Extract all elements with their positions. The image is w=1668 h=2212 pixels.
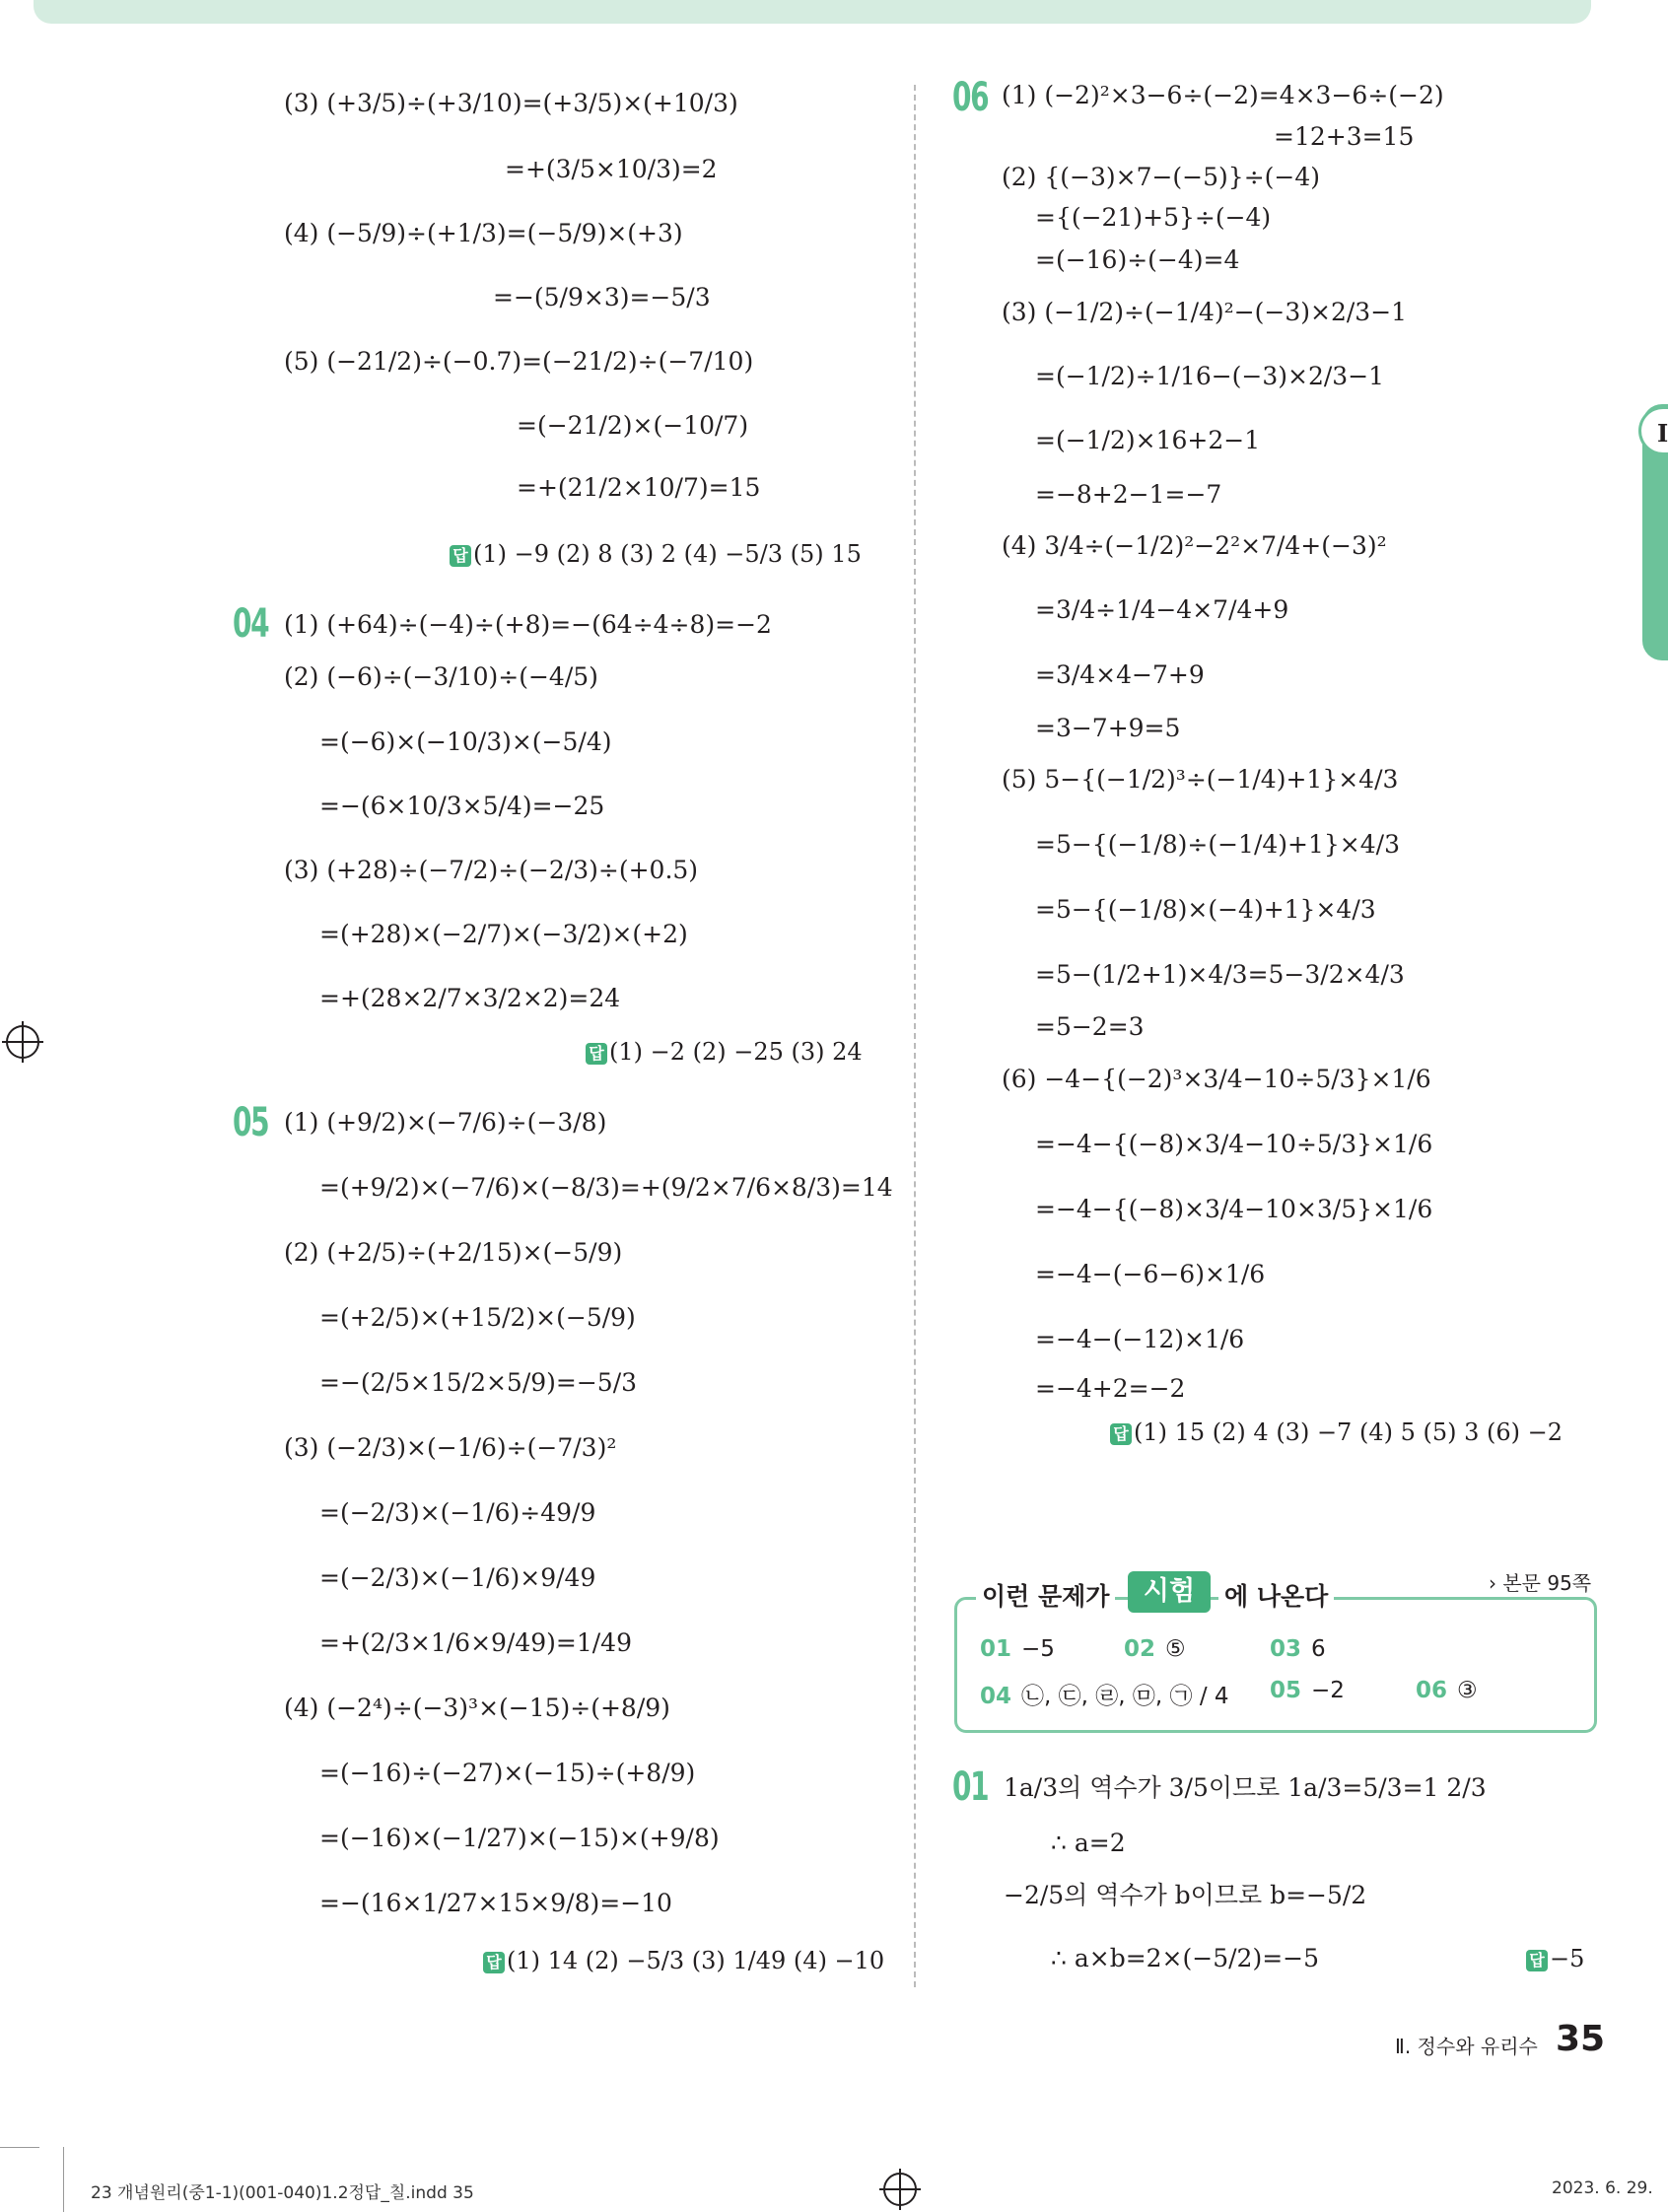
page-number: 35 xyxy=(1556,2019,1606,2059)
p05-line: =(+9/2)×(−7/6)×(−8/3)=+(9/2×7/6×8/3)=14 xyxy=(319,1173,893,1202)
p04-line: (2) (−6)÷(−3/10)÷(−4/5) xyxy=(284,662,598,691)
p05-line: =−(16×1/27×15×9/8)=−10 xyxy=(319,1889,672,1917)
p03-line: =+(21/2×10/7)=15 xyxy=(517,473,761,502)
exam-item: 06 ③ xyxy=(1416,1678,1478,1703)
p06-line: =−8+2−1=−7 xyxy=(1035,480,1222,509)
p03-line: =+(3/5×10/3)=2 xyxy=(505,155,718,183)
q01-line: −2/5의 역수가 b이므로 b=−5/2 xyxy=(1004,1881,1367,1909)
q01-line: ∴ a×b=2×(−5/2)=−5 xyxy=(1051,1944,1319,1972)
p06-line: =−4−{(−8)×3/4−10×3/5}×1/6 xyxy=(1035,1195,1433,1223)
p03-line: =−(5/9×3)=−5/3 xyxy=(493,283,711,311)
answer-badge-icon: 답 xyxy=(483,1952,505,1973)
p06-line: =−4−(−12)×1/6 xyxy=(1035,1325,1245,1353)
p05-line: =(−2/3)×(−1/6)×9/49 xyxy=(319,1563,596,1592)
exam-item: 01 −5 xyxy=(980,1636,1055,1662)
problem-number: 04 xyxy=(233,601,269,647)
p06-line: =5−(1/2+1)×4/3=5−3/2×4/3 xyxy=(1035,960,1405,989)
p05-line: (4) (−2⁴)÷(−3)³×(−15)÷(+8/9) xyxy=(284,1694,670,1722)
p06-line: (5) 5−{(−1/2)³÷(−1/4)+1}×4/3 xyxy=(1002,765,1399,794)
p03-line: (5) (−21/2)÷(−0.7)=(−21/2)÷(−7/10) xyxy=(284,347,754,376)
exam-title-right: 에 나온다 xyxy=(1218,1577,1334,1613)
exam-page-reference: › 본문 95쪽 xyxy=(1489,1571,1592,1595)
p04-line: =+(28×2/7×3/2×2)=24 xyxy=(319,984,621,1012)
p06-line: =12+3=15 xyxy=(1274,122,1415,151)
exam-preview-box xyxy=(954,1597,1597,1733)
p06-line: (6) −4−{(−2)³×3/4−10÷5/3}×1/6 xyxy=(1002,1065,1431,1093)
p06-line: =(−1/2)÷1/16−(−3)×2/3−1 xyxy=(1035,362,1385,390)
p05-line: (3) (−2/3)×(−1/6)÷(−7/3)² xyxy=(284,1433,617,1462)
p06-line: (1) (−2)²×3−6÷(−2)=4×3−6÷(−2) xyxy=(1002,81,1444,109)
chapter-side-tab-label: I xyxy=(1638,406,1668,455)
print-date: 2023. 6. 29. xyxy=(1552,2178,1653,2198)
exam-title-highlight: 시험 xyxy=(1128,1571,1211,1613)
exam-item: 02 ⑤ xyxy=(1124,1636,1186,1662)
q01-line: ∴ a=2 xyxy=(1051,1829,1126,1857)
p05-line: =(+2/5)×(+15/2)×(−5/9) xyxy=(319,1303,636,1332)
p03-line: (4) (−5/9)÷(+1/3)=(−5/9)×(+3) xyxy=(284,219,683,247)
column-divider xyxy=(914,85,916,1987)
p06-line: =3−7+9=5 xyxy=(1035,714,1181,742)
p04-line: =−(6×10/3×5/4)=−25 xyxy=(319,792,605,820)
p05-line: =(−16)÷(−27)×(−15)÷(+8/9) xyxy=(319,1759,696,1787)
p05-line: =+(2/3×1/6×9/49)=1/49 xyxy=(319,1628,632,1657)
p06-line: ={(−21)+5}÷(−4) xyxy=(1035,203,1272,232)
answer-badge-icon: 답 xyxy=(450,545,471,567)
p03-line: =(−21/2)×(−10/7) xyxy=(517,411,749,440)
p06-line: =3/4×4−7+9 xyxy=(1035,660,1205,689)
exam-title-left: 이런 문제가 xyxy=(976,1577,1115,1613)
answer-badge-icon: 답 xyxy=(1526,1950,1548,1971)
exam-item: 03 6 xyxy=(1270,1636,1326,1662)
p06-line: =5−2=3 xyxy=(1035,1012,1145,1041)
p06-line: =−4+2=−2 xyxy=(1035,1374,1186,1403)
problem-number: 06 xyxy=(952,75,989,120)
p06-line: =(−1/2)×16+2−1 xyxy=(1035,426,1261,454)
p04-line: (1) (+64)÷(−4)÷(+8)=−(64÷4÷8)=−2 xyxy=(284,610,772,639)
registration-mark-icon xyxy=(6,1025,39,1059)
answer-badge-icon: 답 xyxy=(1110,1423,1132,1445)
answer-badge-icon: 답 xyxy=(586,1043,607,1065)
crop-line xyxy=(63,2147,64,2212)
print-file-info: 23 개념원리(중1-1)(001-040)1.2정답_칠.indd 35 xyxy=(91,2183,474,2203)
registration-mark-icon xyxy=(883,2173,917,2206)
p06-line: =5−{(−1/8)÷(−1/4)+1}×4/3 xyxy=(1035,830,1400,859)
problem-number: 01 xyxy=(952,1764,989,1810)
p04-line: (3) (+28)÷(−7/2)÷(−2/3)÷(+0.5) xyxy=(284,856,699,884)
p05-line: =−(2/5×15/2×5/9)=−5/3 xyxy=(319,1368,638,1397)
q01-answer: 답 −5 xyxy=(1526,1942,1584,1975)
p04-answer: 답 (1) −2 (2) −25 (3) 24 xyxy=(586,1035,863,1069)
exam-item: 05 −2 xyxy=(1270,1678,1345,1703)
p06-line: =3/4÷1/4−4×7/4+9 xyxy=(1035,595,1289,624)
top-color-band xyxy=(34,0,1591,24)
p04-line: =(−6)×(−10/3)×(−5/4) xyxy=(319,727,612,756)
q01-line: 1a/3의 역수가 3/5이므로 1a/3=5/3=1 2/3 xyxy=(1004,1773,1487,1802)
chapter-footer: Ⅱ. 정수와 유리수 xyxy=(1395,2035,1538,2058)
p05-line: =(−16)×(−1/27)×(−15)×(+9/8) xyxy=(319,1824,720,1852)
p03-line: (3) (+3/5)÷(+3/10)=(+3/5)×(+10/3) xyxy=(284,89,738,117)
p06-line: =5−{(−1/8)×(−4)+1}×4/3 xyxy=(1035,895,1376,924)
p06-line: =−4−{(−8)×3/4−10÷5/3}×1/6 xyxy=(1035,1130,1433,1158)
p06-line: =(−16)÷(−4)=4 xyxy=(1035,245,1240,274)
p06-line: (3) (−1/2)÷(−1/4)²−(−3)×2/3−1 xyxy=(1002,298,1408,326)
problem-number: 05 xyxy=(233,1100,269,1145)
p05-line: (2) (+2/5)÷(+2/15)×(−5/9) xyxy=(284,1238,623,1267)
p04-line: =(+28)×(−2/7)×(−3/2)×(+2) xyxy=(319,920,688,948)
exam-item: 04 ㉡, ㉢, ㉣, ㉤, ㉠ / 4 xyxy=(980,1684,1229,1709)
crop-line xyxy=(0,2147,39,2148)
p05-line: =(−2/3)×(−1/6)÷49/9 xyxy=(319,1498,596,1527)
p06-line: (2) {(−3)×7−(−5)}÷(−4) xyxy=(1002,163,1320,191)
p03-answer: 답 (1) −9 (2) 8 (3) 2 (4) −5/3 (5) 15 xyxy=(450,537,862,571)
p06-line: =−4−(−6−6)×1/6 xyxy=(1035,1260,1266,1288)
p05-answer: 답 (1) 14 (2) −5/3 (3) 1/49 (4) −10 xyxy=(483,1944,884,1977)
p05-line: (1) (+9/2)×(−7/6)÷(−3/8) xyxy=(284,1108,607,1137)
p06-answer: 답 (1) 15 (2) 4 (3) −7 (4) 5 (5) 3 (6) −2 xyxy=(1110,1416,1563,1449)
p06-line: (4) 3/4÷(−1/2)²−2²×7/4+(−3)² xyxy=(1002,531,1387,560)
